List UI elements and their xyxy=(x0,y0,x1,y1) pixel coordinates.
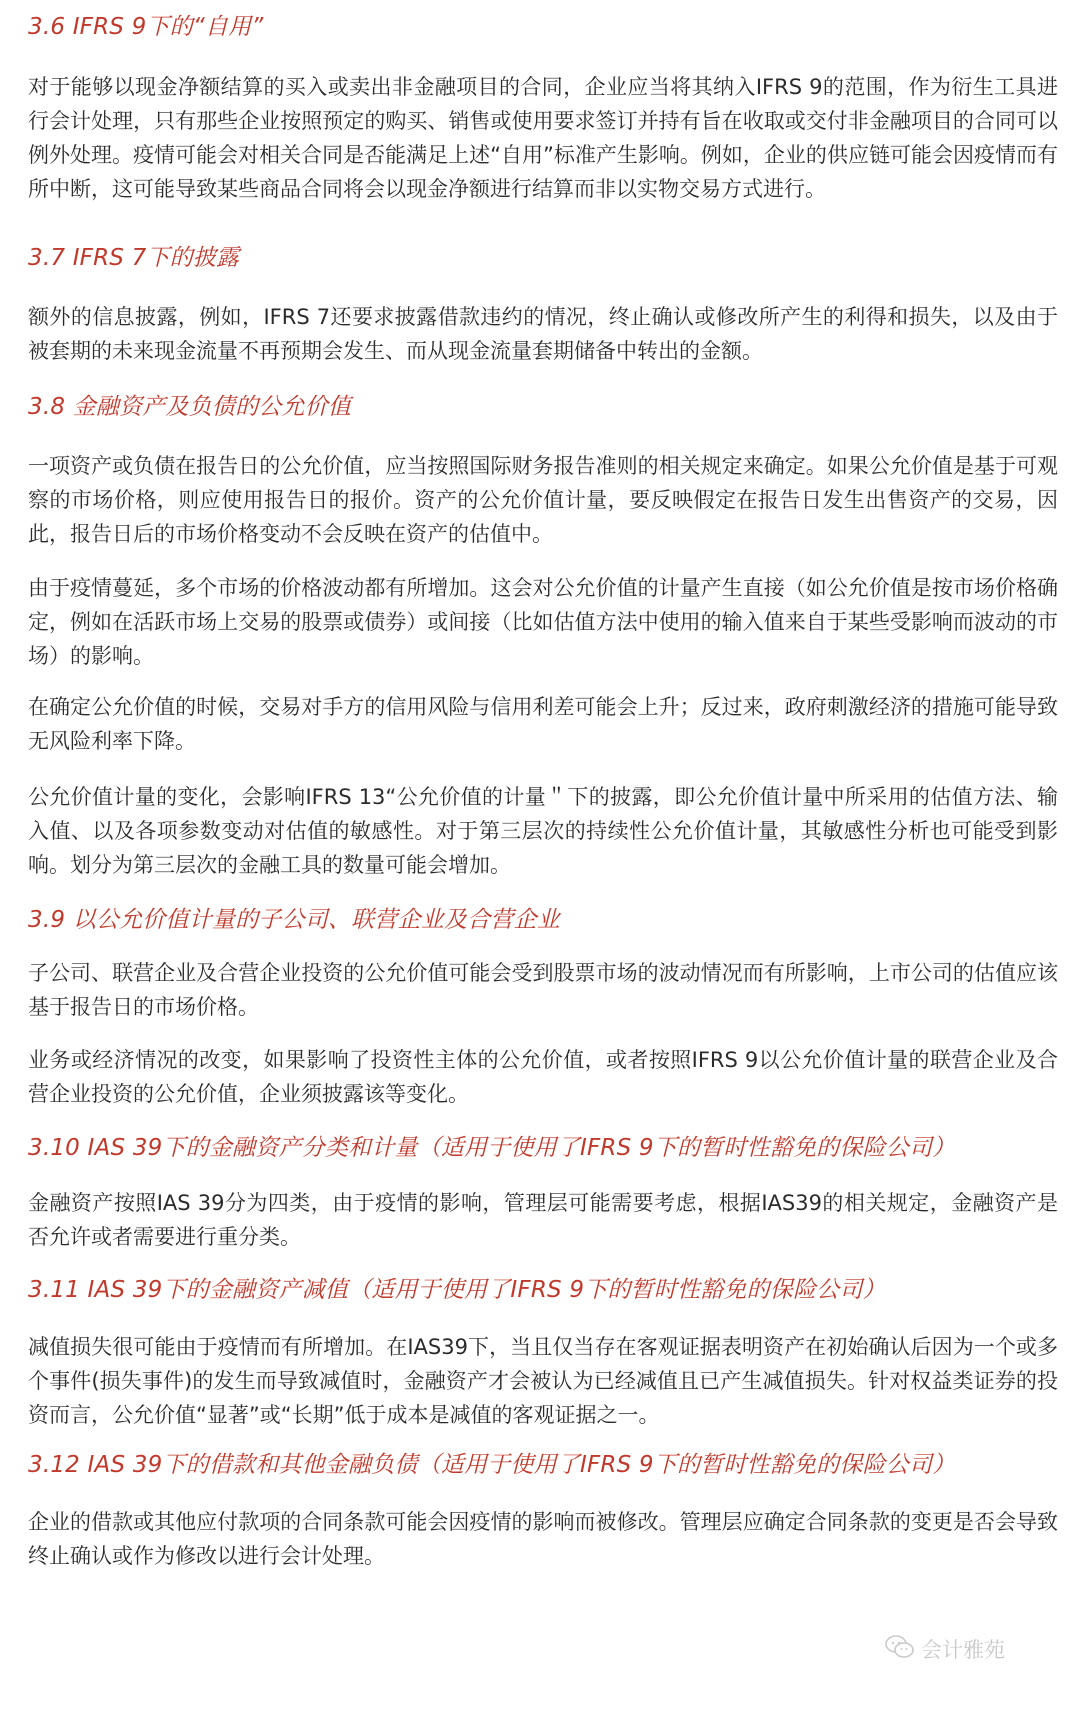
watermark xyxy=(885,1632,1005,1666)
section-heading-3-8: 3.8 金融资产及负债的公允价值 xyxy=(28,394,352,420)
paragraph-fair-value-determination: 一项资产或负债在报告日的公允价值，应当按照国际财务报告准则的相关规定来确定。如果公允价值是基于可观察的市场价格，则应使用报告日的报价。资产的公允价值计量，要反映假定在报告日发生出售资产的交易，因此，报告日后的市场价格变动不会反映在资产的估值中。 xyxy=(28,454,1058,546)
paragraph-ias39-impairment: 减值损失很可能由于疫情而有所增加。在IAS39下，当且仅当存在客观证据表明资产在初始确认后因为一个或多个事件(损失事件)的发生而导致减值时，金融资产才会被认为已经减值且已产生减值损失。针对权益类证券的投资而言，公允价值“显著”或“长期”低于成本是减值的客观证据之一。 xyxy=(28,1335,1058,1427)
section-heading-3-11: 3.11 IAS 39下的金融资产减值（适用于使用了IFRS 9下的暂时性豁免的保险公司） xyxy=(28,1277,886,1303)
paragraph-ifrs13-disclosure: 公允价值计量的变化，会影响IFRS 13“公允价值的计量＂下的披露，即公允价值计量中所采用的估值方法、输入值、以及各项参数变动对估值的敏感性。对于第三层次的持续性公允价值计量，其敏感性分析也可能受到影响。划分为第三层次的金融工具的数量可能会增加。 xyxy=(28,785,1058,877)
paragraph-price-volatility: 由于疫情蔓延，多个市场的价格波动都有所增加。这会对公允价值的计量产生直接（如公允价值是按市场价格确定，例如在活跃市场上交易的股票或债券）或间接（比如估值方法中使用的输入值来自于某些受影响而波动的市场）的影响。 xyxy=(28,576,1058,668)
watermark-text: 会计雅苑 xyxy=(921,1638,1005,1662)
paragraph-self-use: 对于能够以现金净额结算的买入或卖出非金融项目的合同，企业应当将其纳入IFRS 9的范围，作为衍生工具进行会计处理，只有那些企业按照预定的购买、销售或使用要求签订并持有旨在收取或交付非金融项目的合同可以例外处理。疫情可能会对相关合同是否能满足上述“自用”标准产生影响。例如，企业的供应链可能会因疫情而有所中断，这可能导致某些商品合同将会以现金净额进行结算而非以实物交易方式进行。 xyxy=(28,75,1058,201)
wechat-icon xyxy=(885,1634,915,1664)
section-heading-3-6: 3.6 IFRS 9下的“自用” xyxy=(28,14,264,40)
paragraph-investment-entity: 业务或经济情况的改变，如果影响了投资性主体的公允价值，或者按照IFRS 9以公允价值计量的联营企业及合营企业投资的公允价值，企业须披露该等变化。 xyxy=(28,1048,1058,1106)
section-heading-3-10: 3.10 IAS 39下的金融资产分类和计量（适用于使用了IFRS 9下的暂时性豁免的保险公司） xyxy=(28,1135,956,1161)
paragraph-ias39-classification: 金融资产按照IAS 39分为四类，由于疫情的影响，管理层可能需要考虑，根据IAS39的相关规定，金融资产是否允许或者需要进行重分类。 xyxy=(28,1191,1058,1249)
paragraph-subsidiary-valuation: 子公司、联营企业及合营企业投资的公允价值可能会受到股票市场的波动情况而有所影响，上市公司的估值应该基于报告日的市场价格。 xyxy=(28,961,1058,1019)
section-heading-3-12: 3.12 IAS 39下的借款和其他金融负债（适用于使用了IFRS 9下的暂时性豁免的保险公司） xyxy=(28,1452,956,1478)
paragraph-ias39-liabilities: 企业的借款或其他应付款项的合同条款可能会因疫情的影响而被修改。管理层应确定合同条款的变更是否会导致终止确认或作为修改以进行会计处理。 xyxy=(28,1510,1058,1568)
section-heading-3-9: 3.9 以公允价值计量的子公司、联营企业及合营企业 xyxy=(28,907,560,933)
paragraph-credit-risk: 在确定公允价值的时候，交易对手方的信用风险与信用利差可能会上升；反过来，政府刺激经济的措施可能导致无风险利率下降。 xyxy=(28,695,1058,753)
section-heading-3-7: 3.7 IFRS 7下的披露 xyxy=(28,245,240,271)
paragraph-ifrs7-disclosure: 额外的信息披露，例如，IFRS 7还要求披露借款违约的情况，终止确认或修改所产生的利得和损失，以及由于被套期的未来现金流量不再预期会发生、而从现金流量套期储备中转出的金额。 xyxy=(28,305,1058,363)
